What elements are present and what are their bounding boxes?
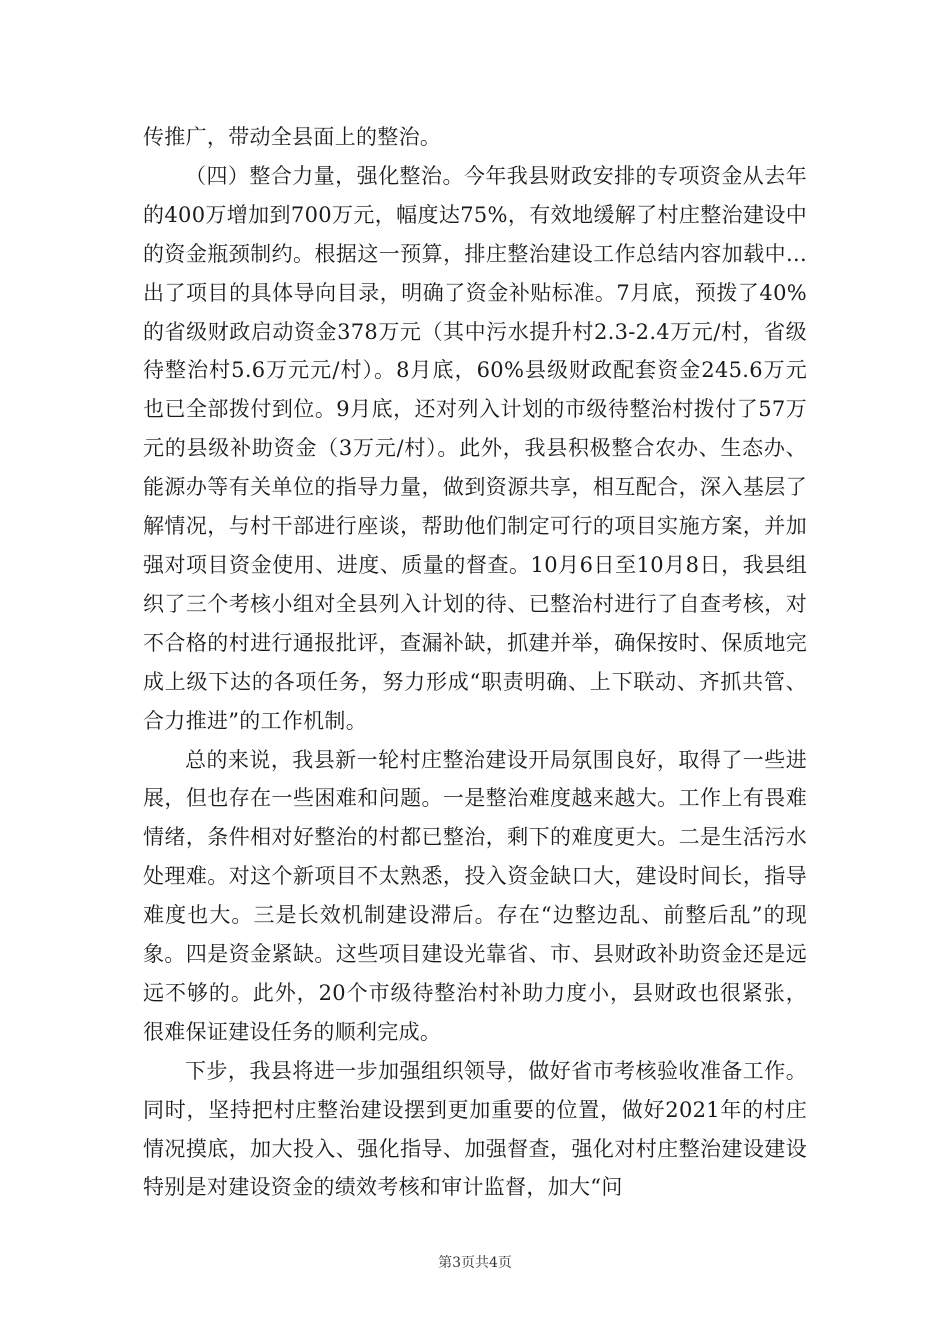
paragraph-funding: （四）整合力量，强化整治。今年我县财政安排的专项资金从去年的400万增加到700万元，幅度达75%，有效地缓解了村庄整治建设中的资金瓶颈制约。根据这一预算，排庄整治建设工作总结内容加载中...出了项目的具体导向目录，明确了资金补贴标准。7月底，预拨了40%的省级财政启动资金378万元（其中污水提升村2.3-2.4万元/村，省级待整治村5.6万元元/村）。8月底，60%县级财政配套资金245.6万元也已全部拨付到位。9月底，还对列入计划的市级待整治村拨付了57万元的县级补助资金（3万元/村）。此外，我县积极整合农办、生态办、能源办等有关单位的指导力量，做到资源共享，相互配合，深入基层了解情况，与村干部进行座谈，帮助他们制定可行的项目实施方案，并加强对项目资金使用、进度、质量的督查。10月6日至10月8日，我县组织了三个考核小组对全县列入计划的待、已整治村进行了自查考核，对不合格的村进行通报批评，查漏补缺，抓建并举，确保按时、保质地完成上级下达的各项任务，努力形成“职责明确、上下联动、齐抓共管、合力推进”的工作机制。: [143, 163, 807, 733]
page-footer: [0, 1252, 950, 1272]
paragraph-summary: 总的来说，我县新一轮村庄整治建设开局氛围良好，取得了一些进展，但也存在一些困难和问题。一是整治难度越来越大。工作上有畏难情绪，条件相对好整治的村都已整治，剩下的难度更大。二是生活污水处理难。对这个新项目不太熟悉，投入资金缺口大，建设时间长，指导难度也大。三是长效机制建设滞后。存在“边整边乱、前整后乱”的现象。四是资金紧缺。这些项目建设光靠省、市、县财政补助资金还是远远不够的。此外，20个市级待整治村补助力度小，县财政也很紧张，很难保证建设任务的顺利完成。: [143, 747, 807, 1044]
paragraph-next-steps: 下步，我县将进一步加强组织领导，做好省市考核验收准备工作。同时，坚持把村庄整治建设摆到更加重要的位置，做好2021年的村庄情况摸底，加大投入、强化指导、加强督查，强化对村庄整治建设建设特别是对建设资金的绩效考核和审计监督，加大“问: [143, 1058, 807, 1200]
paragraph-continuation: 传推广，带动全县面上的整治。: [143, 125, 442, 149]
page-number: 第3页共4页: [438, 1255, 512, 1271]
document-body: [143, 118, 807, 1207]
